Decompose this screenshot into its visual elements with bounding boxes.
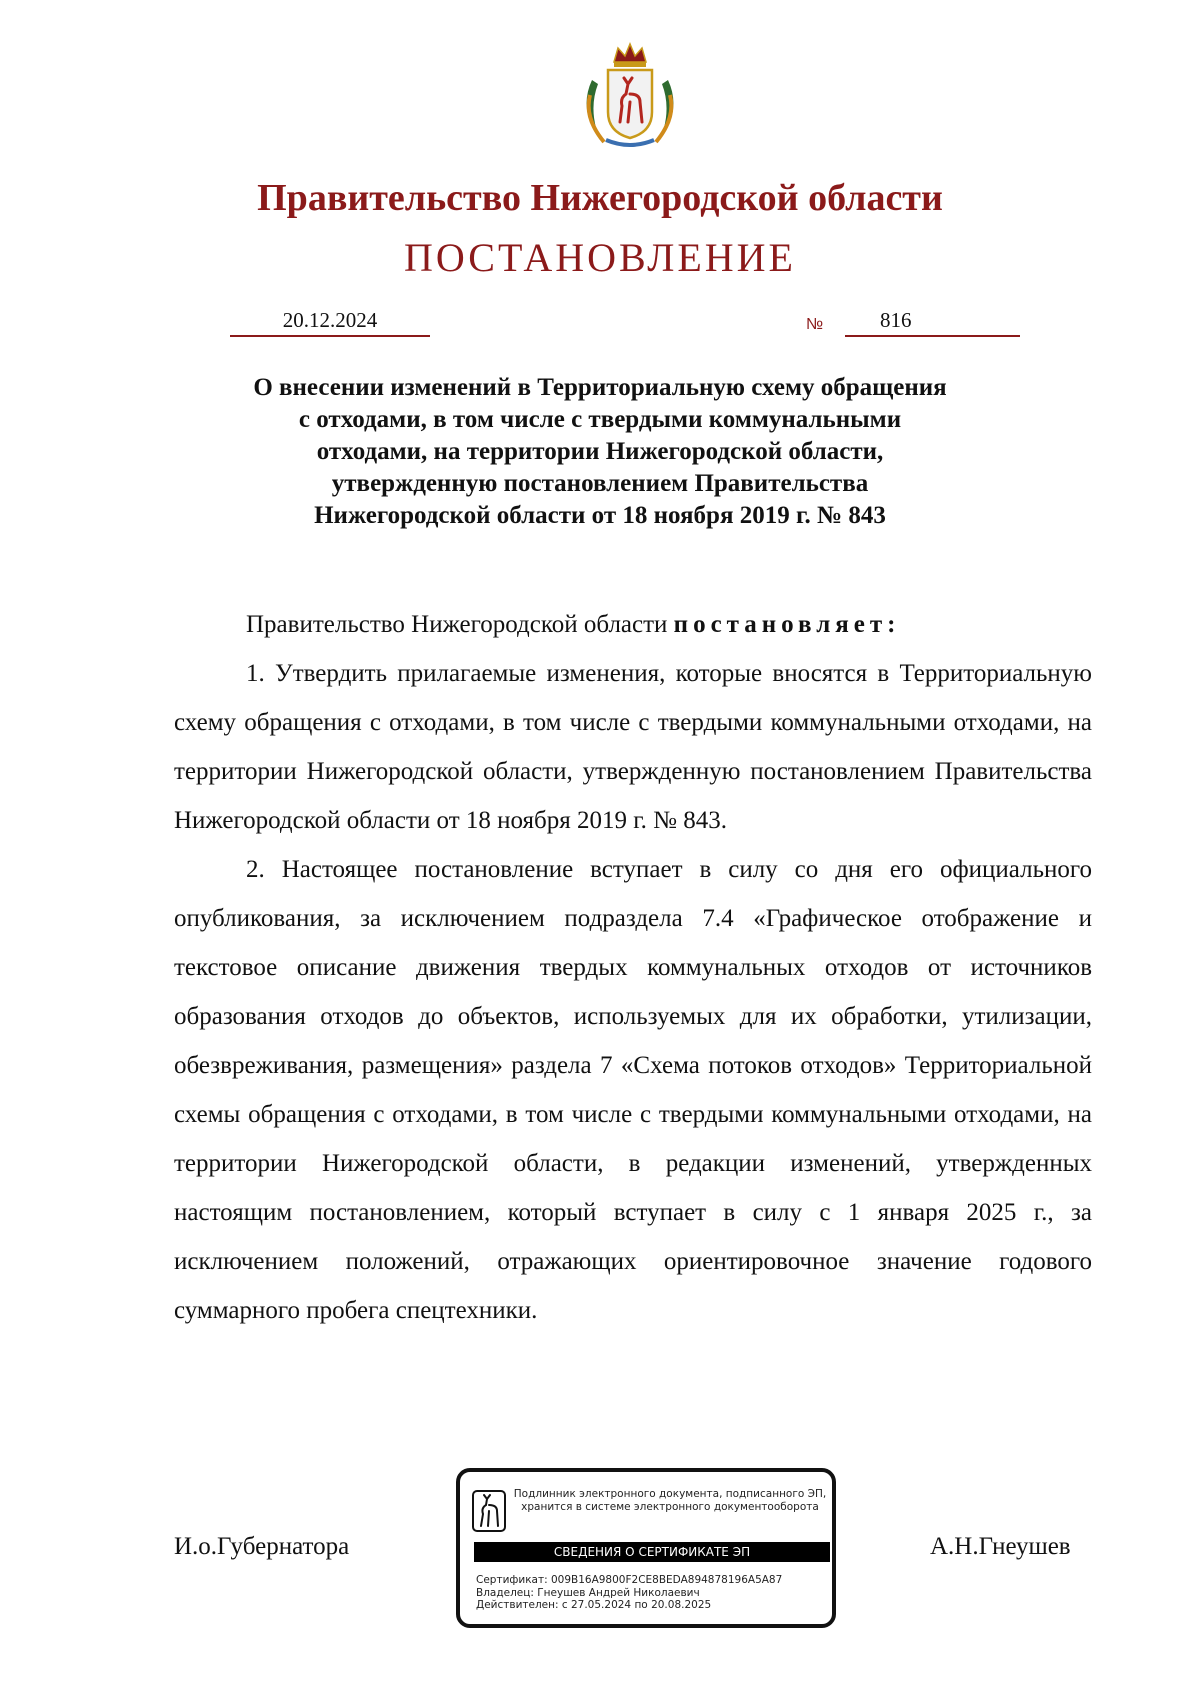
- subject-line: Нижегородской области от 18 ноября 2019 г. № 843: [314, 502, 886, 529]
- subject-line: отходами, на территории Нижегородской области,: [316, 438, 884, 465]
- subject-line: О внесении изменений в Территориальную схему обращения: [253, 374, 947, 401]
- certificate-serial: Сертификат: 009B16A9800F2CE8BEDA894878196A5A87: [476, 1574, 783, 1586]
- subject-line: утвержденную постановлением Правительства: [331, 470, 869, 497]
- stamp-header-line: Подлинник электронного документа, подписанного ЭП,: [513, 1488, 827, 1500]
- document-body: [174, 600, 1092, 1335]
- date-value: 20.12.2024: [282, 308, 378, 332]
- intro-colon: :: [887, 611, 896, 638]
- document-subject: [180, 372, 1020, 532]
- certificate-validity: Действителен: с 27.05.2024 по 20.08.2025: [476, 1599, 712, 1611]
- stamp-header: [510, 1488, 830, 1514]
- deer-icon: [472, 1490, 506, 1532]
- document-date: [230, 308, 430, 337]
- certificate-owner: Владелец: Гнеушев Андрей Николаевич: [476, 1586, 700, 1599]
- subject-line: с отходами, в том числе с твердыми коммунальными: [298, 406, 902, 433]
- number-value: 816: [880, 308, 912, 332]
- coat-of-arms-emblem: [570, 40, 690, 150]
- paragraph-2: 2. Настоящее постановление вступает в силу со дня его официального опубликования, за исключением подраздела 7.4 «Графическое отображение и текстовое описание движения твердых коммунальных отходов от источников образования отходов до объектов, используемых для их обработки, утилизации, обезвреживания, размещения» раздела 7 «Схема потоков отходов» Территориальной схемы обращения с отходами, в том числе с твердыми коммунальными отходами, на территории Нижегородской области, в редакции изменений, утвержденных настоящим постановлением, который вступает в силу с 1 января 2025 г., за исключением положений, отражающих ориентировочное значение годового суммарного пробега спецтехники.: [174, 856, 1092, 1324]
- signatory-position: И.о.Губернатора: [174, 1533, 350, 1560]
- signatory-name: А.Н.Гнеушев: [930, 1533, 1071, 1560]
- stamp-header-line: хранится в системе электронного документооборота: [521, 1501, 819, 1513]
- intro-resolves: постановляет: [673, 611, 888, 638]
- electronic-signature-stamp: [456, 1468, 836, 1628]
- certificate-info-bar: СВЕДЕНИЯ О СЕРТИФИКАТЕ ЭП: [474, 1542, 830, 1562]
- number-sign: №: [806, 316, 824, 333]
- document-number: [845, 308, 1020, 337]
- resolution-intro: [174, 600, 1092, 649]
- certificate-details: [476, 1574, 782, 1612]
- paragraph-1: 1. Утвердить прилагаемые изменения, которые вносятся в Территориальную схему обращения с отходами, в том числе с твердыми коммунальными отходами, на территории Нижегородской области, утвержденную постановлением Правительства Нижегородской области от 18 ноября 2019 г. № 843.: [174, 660, 1092, 834]
- document-type: ПОСТАНОВЛЕНИЕ: [404, 235, 796, 280]
- organization-title: Правительство Нижегородской области: [257, 177, 943, 219]
- intro-prefix: Правительство Нижегородской области: [246, 611, 674, 638]
